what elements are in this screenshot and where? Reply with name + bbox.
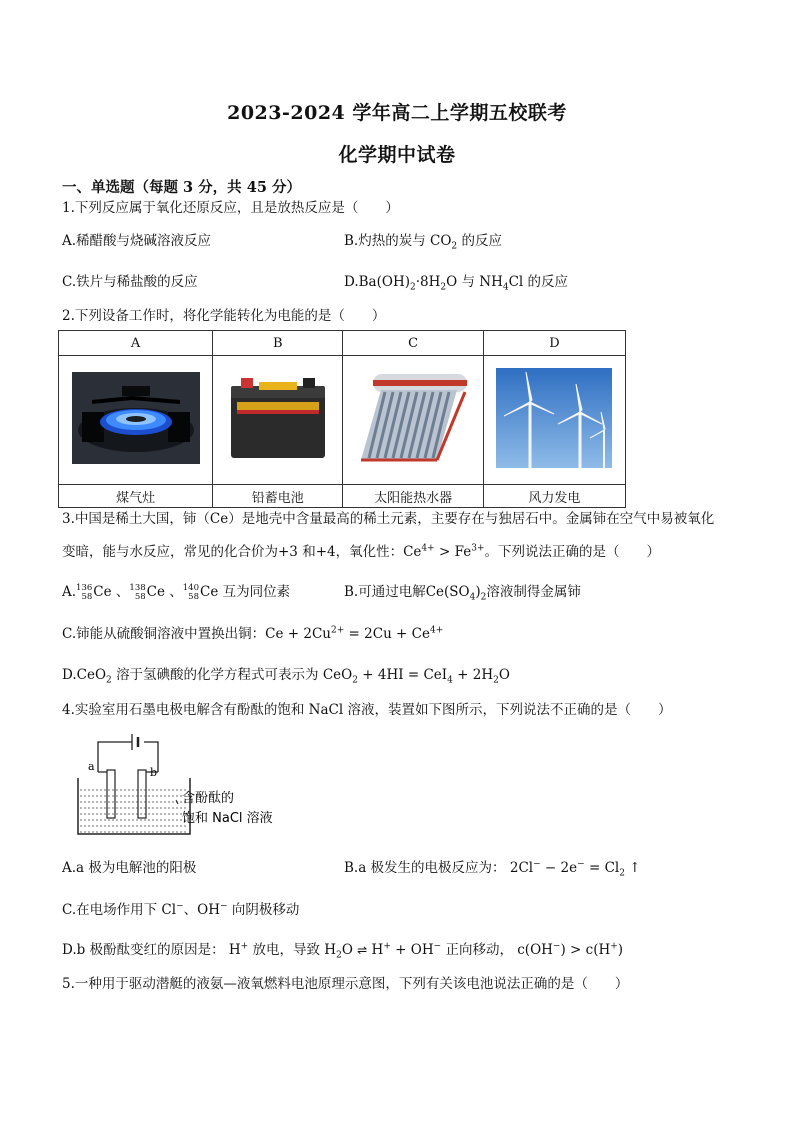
q1-option-b: B.灼热的炭与 $CO_2$ 的反应: [344, 233, 502, 252]
q3-option-c: C.铈能从硫酸铜溶液中置换出铜：$Ce + 2Cu^{2+} = 2Cu + Ce^{4+}$: [62, 625, 444, 642]
q4-option-b: B.a 极发生的电极反应为： $2Cl^- - 2e^- = Cl_2$ ↑: [344, 859, 641, 879]
q3-option-d: D.CeO$_2$ 溶于氢碘酸的化学方程式可表示为 $CeO_2 + 4HI = CeI_4 + 2H_2O$: [62, 667, 510, 686]
gas-stove-image: [59, 356, 213, 485]
q1-option-d: $D.Ba(OH)_2\cdot 8H_2O$ 与 $NH_4Cl$ 的反应: [344, 274, 569, 293]
electrolysis-diagram: [74, 732, 314, 842]
section-heading: 一、单选题（每题 3 分，共 45 分）: [62, 179, 301, 196]
lead-battery-image: [213, 356, 343, 485]
solution-label-line1: 含酚酞的: [182, 791, 235, 806]
q2-choice-table: [58, 330, 626, 508]
q3-stem-line2: 变暗，能与水反应，常见的化合价为+3 和+4，氧化性：$Ce^{4+} > Fe^{3+}$。下列说法正确的是（ ）: [62, 543, 660, 560]
exam-subtitle: 化学期中试卷: [338, 144, 456, 166]
solar-heater-icon: [353, 368, 473, 468]
q4-option-d: D.b 极酚酞变红的原因是： H+ 放电，导致 $H_2O$ ⇌ H+ + OH− 正向移动， c(OH−) > c(H+): [62, 941, 624, 961]
q2-header-a: A: [59, 331, 213, 356]
label-b: b: [150, 766, 158, 779]
solar-heater-image: [343, 356, 483, 485]
electrode-a: [107, 770, 115, 818]
q3-option-b: B.可通过电解$Ce(SO_4)_2$溶液制得金属铈: [344, 584, 581, 603]
wind-power-image: [483, 356, 625, 485]
q1-option-c: C.铁片与稀盐酸的反应: [62, 274, 198, 290]
electrode-b: [138, 770, 146, 818]
q2-header-d: D: [483, 331, 625, 356]
q2-header-c: C: [343, 331, 483, 356]
q4-option-a: A.a 极为电解池的阳极: [62, 860, 197, 876]
q3-stem-line1: 3.中国是稀土大国，铈（Ce）是地壳中含量最高的稀土元素，主要存在与独居石中。金属铈在空气中易被氧化: [62, 511, 715, 527]
q2-caption-d: 风力发电: [483, 485, 625, 508]
solution-label-line2: 饱和 NaCl 溶液: [182, 811, 273, 826]
q2-caption-c: 太阳能热水器: [343, 485, 483, 508]
q4-stem: 4.实验室用石墨电极电解含有酚酞的饱和 NaCl 溶液，装置如下图所示，下列说法不正确的是（ ）: [62, 702, 672, 718]
beaker: [78, 778, 190, 834]
gas-stove-icon: [72, 372, 200, 464]
q1-option-a: A.稀醋酸与烧碱溶液反应: [62, 233, 212, 249]
q2-stem: 2.下列设备工作时，将化学能转化为电能的是（ ）: [62, 308, 386, 324]
q2-caption-a: 煤气灶: [59, 485, 213, 508]
q3-option-a: A.136 58Ce 、138 58Ce 、140 58Ce 互为同位素: [62, 582, 291, 602]
label-a: a: [88, 760, 95, 773]
q4-option-c: C.在电场作用下 Cl−、OH− 向阴极移动: [62, 901, 300, 918]
exam-title: 2023-2024 学年高二上学期五校联考: [227, 102, 567, 124]
q2-caption-b: 铅蓄电池: [213, 485, 343, 508]
wind-turbine-icon: [496, 368, 612, 468]
q5-stem: 5.一种用于驱动潜艇的液氨—液氧燃料电池原理示意图，下列有关该电池说法正确的是（ ）: [62, 976, 629, 992]
q2-header-b: B: [213, 331, 343, 356]
battery-icon: [223, 372, 333, 464]
q1-stem: 1.下列反应属于氧化还原反应，且是放热反应是（ ）: [62, 200, 399, 216]
